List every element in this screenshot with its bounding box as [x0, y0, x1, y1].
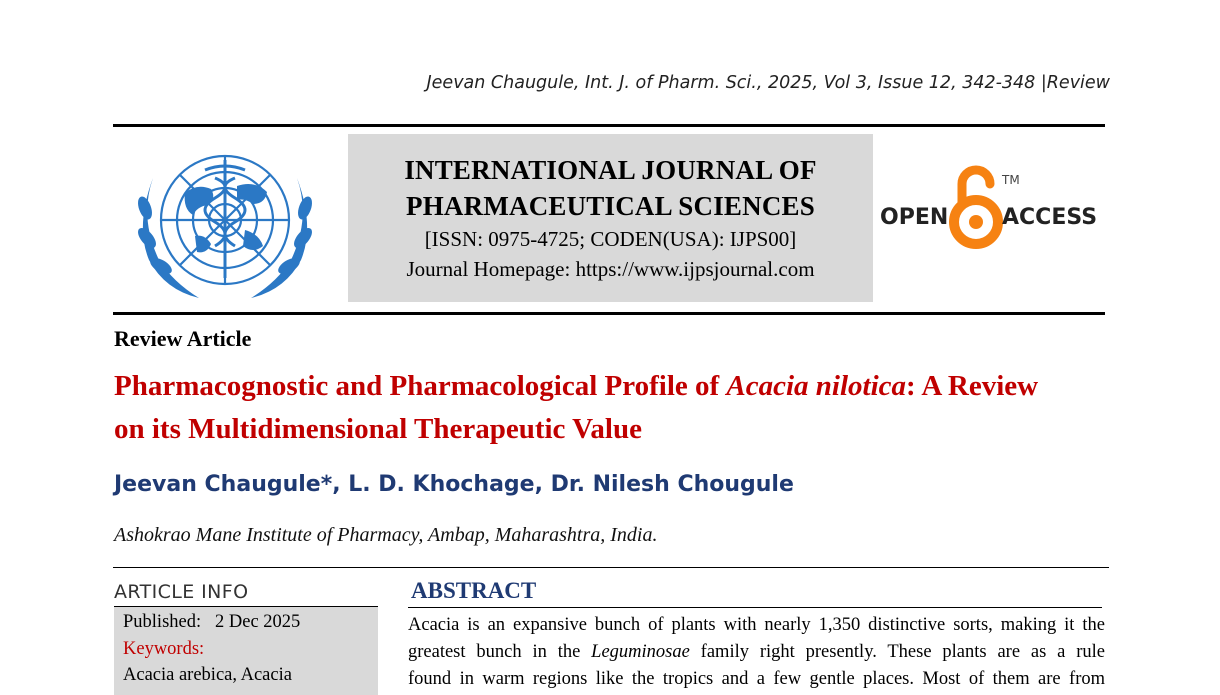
- keywords-label: Keywords:: [123, 639, 205, 659]
- article-info-heading: ARTICLE INFO: [114, 581, 249, 603]
- open-access-logo: [878, 162, 1110, 254]
- journal-title-box: [348, 134, 873, 302]
- journal-homepage: Journal Homepage: https://www.ijpsjournal.com: [406, 257, 815, 281]
- header-top-rule: [113, 124, 1105, 127]
- published-label: Published:: [123, 612, 202, 632]
- header-bottom-rule: [113, 312, 1105, 315]
- abstract-rule: [408, 607, 1102, 608]
- author-list: Jeevan Chaugule*, L. D. Khochage, Dr. Nilesh Chougule: [114, 472, 794, 497]
- journal-title: INTERNATIONAL JOURNAL OF PHARMACEUTICAL SCIENCES: [404, 155, 817, 221]
- article-type: Review Article: [114, 326, 252, 351]
- trademark-mark: TM: [1002, 173, 1020, 187]
- affiliation: Ashokrao Mane Institute of Pharmacy, Ambap, Maharashtra, India.: [114, 524, 658, 546]
- abstract-line-2: greatest bunch in the Leguminosae family right presently. These plants are as a rule: [408, 642, 1105, 662]
- article-title: Pharmacognostic and Pharmacological Profile of Acacia nilotica: A Review on its Multidimensional Therapeutic Value: [114, 370, 1039, 445]
- open-lock-icon: [954, 170, 998, 244]
- journal-issn: [ISSN: 0975-4725; CODEN(USA): IJPS00]: [424, 227, 797, 251]
- published-date: 2 Dec 2025: [215, 612, 301, 632]
- published-row: [123, 612, 300, 633]
- journal-logo: [125, 138, 325, 306]
- abstract-text: [408, 612, 1105, 693]
- abstract-heading: ABSTRACT: [411, 578, 537, 603]
- running-header: Jeevan Chaugule, Int. J. of Pharm. Sci., 2025, Vol 3, Issue 12, 342-348 |Review: [426, 73, 1110, 93]
- open-access-left-text: OPEN: [880, 205, 949, 230]
- abstract-line-1: Acacia is an expansive bunch of plants with nearly 1,350 distinctive sorts, making it the: [408, 615, 1105, 635]
- keywords-value: Acacia arebica, Acacia: [123, 665, 292, 685]
- open-access-right-text: ACCESS: [1002, 205, 1098, 230]
- section-divider: [113, 567, 1109, 568]
- abstract-line-3: found in warm regions like the tropics and a few gentle places. Most of them are from: [408, 669, 1105, 689]
